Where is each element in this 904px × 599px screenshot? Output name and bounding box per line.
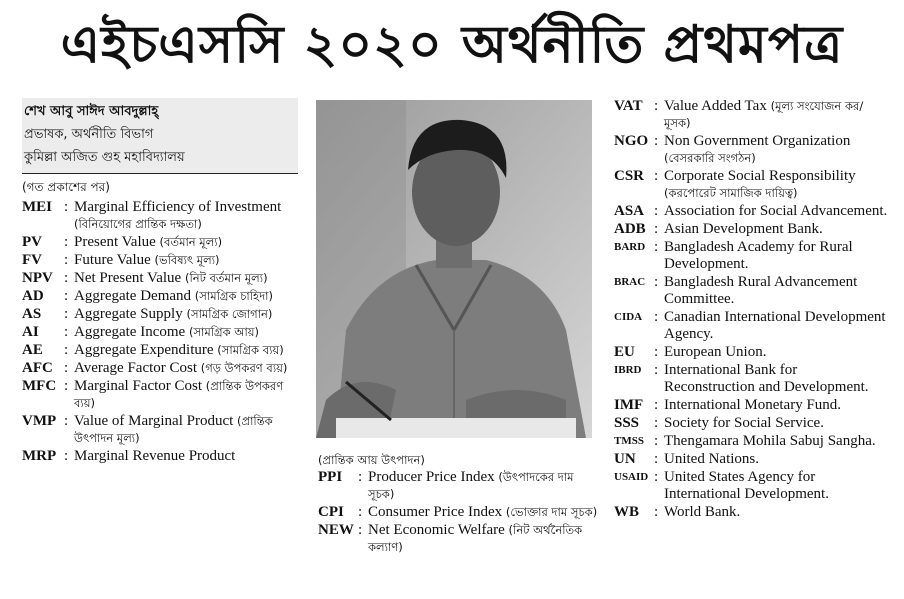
term-abbreviation: UN <box>614 451 636 467</box>
term-separator: : <box>64 270 69 286</box>
author-college: কুমিল্লা অজিত গুহ মহাবিদ্যালয় <box>24 150 185 165</box>
term-definition: Thengamara Mohila Sabuj Sangha. <box>664 433 876 449</box>
author-name: শেখ আবু সাঈদ আবদুল্লাহ্ <box>24 104 159 119</box>
author-photo <box>316 100 592 438</box>
term-definition: Asian Development Bank. <box>664 221 823 237</box>
term-definition: Aggregate Expenditure <box>74 342 214 358</box>
term-separator: : <box>654 397 659 413</box>
glossary-entry <box>614 133 889 167</box>
term-separator: : <box>654 504 659 520</box>
term-abbreviation: ADB <box>614 221 646 237</box>
term-definition: Present Value <box>74 234 156 250</box>
term-abbreviation: ASA <box>614 203 645 219</box>
term-separator: : <box>654 221 659 237</box>
term-definition: Bangladesh Academy for Rural Development. <box>664 239 853 272</box>
term-translation: (সামগ্রিক চাহিদা) <box>194 289 273 303</box>
term-separator: : <box>64 413 69 429</box>
glossary-entry <box>614 239 889 273</box>
term-separator: : <box>64 324 69 340</box>
term-definition: United Nations. <box>664 451 759 467</box>
term-separator: : <box>64 288 69 304</box>
term-abbreviation: WB <box>614 504 640 520</box>
term-separator: : <box>654 451 659 467</box>
term-translation: (সামগ্রিক আয়) <box>188 325 260 339</box>
glossary-entry <box>614 451 889 468</box>
term-abbreviation: MRP <box>22 448 57 464</box>
glossary-entry <box>614 433 889 450</box>
term-abbreviation: PV <box>22 234 42 250</box>
term-translation: (ভোক্তার দাম সূচক) <box>505 505 598 519</box>
term-separator: : <box>64 342 69 358</box>
term-definition: International Monetary Fund. <box>664 397 842 413</box>
term-separator: : <box>358 469 363 485</box>
term-abbreviation: AS <box>22 306 42 322</box>
glossary-entry <box>22 324 298 341</box>
term-separator: : <box>64 252 69 268</box>
glossary-entry <box>22 199 298 233</box>
term-separator: : <box>654 98 659 114</box>
glossary-entry <box>614 362 889 396</box>
term-abbreviation: TMSS <box>614 435 644 447</box>
term-separator: : <box>654 274 659 290</box>
term-abbreviation: NPV <box>22 270 53 286</box>
glossary-entry <box>614 344 889 361</box>
column-right <box>614 98 889 522</box>
glossary-entry <box>22 378 298 412</box>
term-definition: Society for Social Service. <box>664 415 824 431</box>
glossary-entry <box>22 342 298 359</box>
glossary-entry <box>318 469 598 503</box>
term-abbreviation: CIDA <box>614 311 643 323</box>
term-separator: : <box>654 133 659 149</box>
term-definition: Association for Social Advancement. <box>664 203 888 219</box>
glossary-entry <box>614 274 889 308</box>
glossary-entry <box>614 397 889 414</box>
term-definition: Marginal Revenue Product <box>74 448 236 464</box>
term-abbreviation: VMP <box>22 413 57 429</box>
term-translation: (সামগ্রিক ব্যয়) <box>217 343 284 357</box>
glossary-entry <box>22 360 298 377</box>
term-separator: : <box>654 433 659 449</box>
term-separator: : <box>64 360 69 376</box>
term-definition: Aggregate Demand <box>74 288 192 304</box>
student-writing-illustration <box>316 100 592 438</box>
term-translation: (মূল্য সংযোজন কর/মূসক) <box>664 99 864 130</box>
term-separator: : <box>654 362 659 378</box>
term-translation: (করপোরেট সামাজিক দায়িত্ব) <box>664 186 798 200</box>
term-definition: Corporate Social Responsibility <box>664 168 856 184</box>
term-definition: Value of Marginal Product <box>74 413 234 429</box>
term-definition: Producer Price Index <box>368 469 495 485</box>
column-left <box>22 98 298 466</box>
term-abbreviation: AE <box>22 342 43 358</box>
term-abbreviation: MFC <box>22 378 57 394</box>
glossary-entry <box>22 270 298 287</box>
author-position: প্রভাষক, অর্থনীতি বিভাগ <box>24 127 154 142</box>
term-separator: : <box>64 234 69 250</box>
term-separator: : <box>654 469 659 485</box>
term-abbreviation: CPI <box>318 504 344 520</box>
glossary-entry <box>614 309 889 343</box>
term-translation: (প্রান্তিক উপকরণ ব্যয়) <box>74 379 284 410</box>
page-title: এইচএসসি ২০২০ অর্থনীতি প্রথমপত্র <box>60 15 844 75</box>
term-abbreviation: NEW <box>318 522 354 538</box>
glossary-entry <box>614 469 889 503</box>
term-abbreviation: VAT <box>614 98 643 114</box>
term-definition: Net Economic Welfare <box>368 522 505 538</box>
term-separator: : <box>654 168 659 184</box>
term-separator: : <box>358 522 363 538</box>
term-definition: United States Agency for International Development. <box>664 469 829 502</box>
term-separator: : <box>64 199 69 215</box>
term-definition: World Bank. <box>664 504 741 520</box>
term-translation: (সামগ্রিক জোগান) <box>186 307 273 321</box>
term-abbreviation: SSS <box>614 415 640 431</box>
glossary-entry <box>614 203 889 220</box>
continued-note: (গত প্রকাশের পর) <box>22 180 110 194</box>
term-abbreviation: IMF <box>614 397 644 413</box>
term-definition: Bangladesh Rural Advancement Committee. <box>664 274 858 307</box>
glossary-entry <box>614 504 889 521</box>
glossary-entry <box>614 168 889 202</box>
term-separator: : <box>64 448 69 464</box>
term-translation: (উৎপাদকের দাম সূচক) <box>368 470 574 501</box>
mrp-translation: (প্রান্তিক আয় উৎপাদন) <box>318 453 425 467</box>
glossary-entry <box>22 252 298 269</box>
term-definition: Future Value <box>74 252 151 268</box>
glossary-list-middle <box>318 469 598 556</box>
term-translation: (নিট বর্তমান মূল্য) <box>184 271 268 285</box>
glossary-entry <box>614 98 889 132</box>
glossary-entry <box>22 234 298 251</box>
term-separator: : <box>64 378 69 394</box>
term-separator: : <box>654 415 659 431</box>
term-translation: (বিনিয়োগের প্রান্তিক দক্ষতা) <box>74 217 202 231</box>
term-definition: Value Added Tax <box>664 98 767 114</box>
term-translation: (বেসরকারি সংগঠন) <box>664 151 756 165</box>
term-definition: Marginal Efficiency of Investment <box>74 199 282 215</box>
term-definition: Aggregate Supply <box>74 306 183 322</box>
term-translation: (নিট অর্থনৈতিক কল্যাণ) <box>368 523 583 554</box>
glossary-entry <box>22 288 298 305</box>
glossary-entry <box>22 306 298 323</box>
term-abbreviation: BARD <box>614 241 646 253</box>
term-translation: (ভবিষ্যৎ মূল্য) <box>154 253 220 267</box>
author-block <box>22 98 298 174</box>
term-abbreviation: USAID <box>614 471 649 483</box>
term-separator: : <box>654 239 659 255</box>
term-abbreviation: NGO <box>614 133 649 149</box>
glossary-entry <box>318 522 598 556</box>
term-abbreviation: AD <box>22 288 44 304</box>
column-middle <box>318 452 598 557</box>
term-definition: Marginal Factor Cost <box>74 378 203 394</box>
term-definition: European Union. <box>664 344 767 360</box>
term-separator: : <box>358 504 363 520</box>
term-definition: Average Factor Cost <box>74 360 198 376</box>
term-abbreviation: MEI <box>22 199 52 215</box>
term-abbreviation: FV <box>22 252 42 268</box>
term-abbreviation: BRAC <box>614 276 646 288</box>
glossary-entry <box>614 221 889 238</box>
term-abbreviation: EU <box>614 344 635 360</box>
term-translation: (বর্তমান মূল্য) <box>159 235 223 249</box>
term-separator: : <box>654 309 659 325</box>
glossary-entry <box>22 448 298 465</box>
glossary-entry <box>614 415 889 432</box>
term-abbreviation: CSR <box>614 168 645 184</box>
term-abbreviation: AFC <box>22 360 53 376</box>
term-definition: International Bank for Reconstruction and Development. <box>664 362 869 395</box>
glossary-entry <box>22 413 298 447</box>
glossary-entry <box>318 504 598 521</box>
glossary-list-left <box>22 199 298 465</box>
term-definition: Non Government Organization <box>664 133 851 149</box>
term-definition: Consumer Price Index <box>368 504 503 520</box>
term-abbreviation: AI <box>22 324 39 340</box>
term-separator: : <box>654 344 659 360</box>
glossary-list-right <box>614 98 889 521</box>
term-abbreviation: IBRD <box>614 364 642 376</box>
term-separator: : <box>64 306 69 322</box>
term-definition: Canadian International Development Agency. <box>664 309 886 342</box>
term-abbreviation: PPI <box>318 469 343 485</box>
term-definition: Aggregate Income <box>74 324 186 340</box>
term-translation: (গড় উপকরণ ব্যয়) <box>200 361 288 375</box>
term-separator: : <box>654 203 659 219</box>
term-translation: (প্রান্তিক উৎপাদন মূল্য) <box>74 414 273 445</box>
term-definition: Net Present Value <box>74 270 182 286</box>
